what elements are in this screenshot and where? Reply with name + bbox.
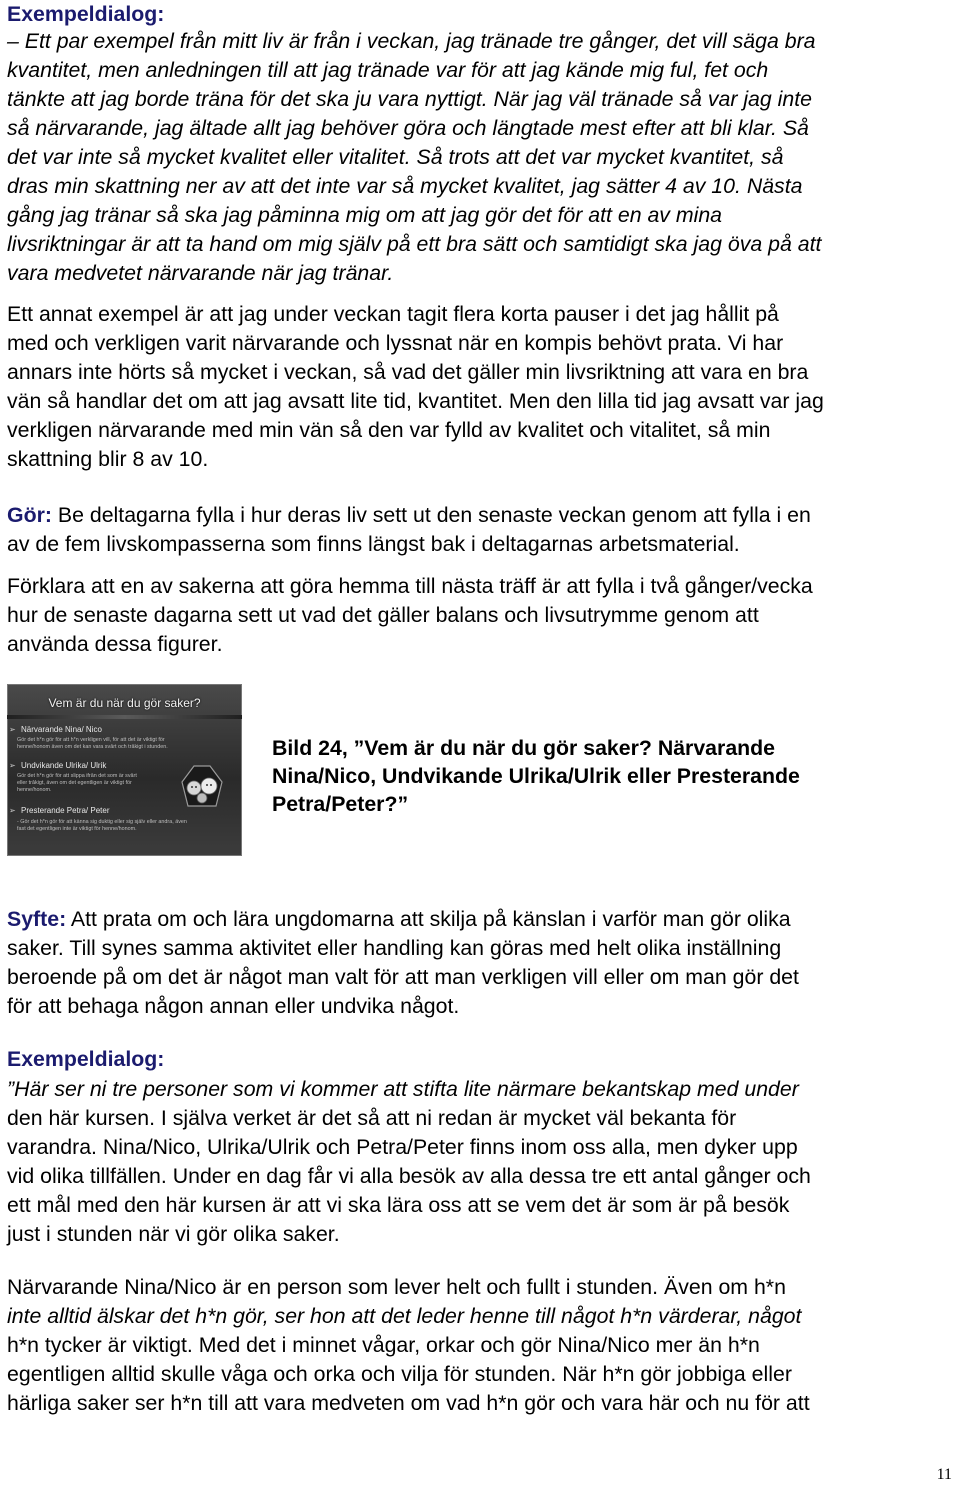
slide-divider <box>7 715 242 719</box>
text-line: egentligen alltid skulle våga och orka och vilja för stunden. När h*n gör jobbiga eller <box>7 1362 792 1386</box>
arrow-bullet-icon: ➢ <box>9 725 16 734</box>
text-line: – Ett par exempel från mitt liv är från i veckan, jag tränade tre gånger, det vill säga bra <box>7 29 816 53</box>
text-line <box>7 906 791 932</box>
text-line: livsriktningar är att ta hand om mig själv på ett bra sätt och samtidigt ska jag öva på att <box>7 232 822 256</box>
faces-emblem-icon <box>176 762 228 812</box>
slide-item-label: Närvarande Nina/ Nico <box>21 725 102 734</box>
caption-line: Petra/Peter?” <box>272 792 409 816</box>
slide-item-label: Undvikande Ulrika/ Ulrik <box>21 761 107 770</box>
text-line: vara medvetet närvarande när jag tränar. <box>7 261 394 285</box>
text-line: det var inte så mycket kvalitet eller vitalitet. Så trots att det var mycket kvantitet, så <box>7 145 784 169</box>
slide-item-desc: henne/honom även om det kan vara svårt och tråkigt i stunden. <box>17 744 168 750</box>
page-number: 11 <box>936 1466 952 1483</box>
text-line: vid olika tillfällen. Under en dag får vi alla besök av alla dessa tre ett antal gånger och <box>7 1164 811 1188</box>
text-line: den här kursen. I själva verket är det så att ni redan är mycket väl bekanta för <box>7 1106 737 1130</box>
gor-text: Be deltagarna fylla i hur deras liv sett ut den senaste veckan genom att fylla i en <box>51 503 811 527</box>
section-heading: Exempeldialog: <box>7 2 165 26</box>
slide-item-desc: eller tråkigt, även om det egentligen är viktigt för <box>17 780 132 786</box>
text-line: hur de senaste dagarna sett ut vad det gäller balans och livsutrymme genom att <box>7 603 759 627</box>
slide-caption <box>272 734 912 818</box>
syfte-label: Syfte: <box>7 907 67 931</box>
arrow-bullet-icon: ➢ <box>9 761 16 770</box>
text-line: så närvarande, jag ältade allt jag behöver göra och längtade mest efter att bli klar. Så <box>7 116 809 140</box>
slide-item-label: Presterande Petra/ Peter <box>21 806 110 815</box>
text-line: annars inte hörts så mycket i veckan, så vad det gäller min livsriktning att vara en bra <box>7 360 809 384</box>
slide-item-desc: henne/honom. <box>17 787 52 793</box>
text-line: h*n tycker är viktigt. Med det i minnet vågar, orkar och gör Nina/Nico mer än h*n <box>7 1333 760 1357</box>
text-line: kvantitet, men anledningen till att jag tränade var för att jag kände mig ful, fet och <box>7 58 769 82</box>
text-line: saker. Till synes samma aktivitet eller handling kan göras med helt olika inställning <box>7 936 782 960</box>
caption-line: Bild 24, ”Vem är du när du gör saker? Närvarande <box>272 736 776 760</box>
text-line: använda dessa figurer. <box>7 632 223 656</box>
text-line: ”Här ser ni tre personer som vi kommer att stifta lite närmare bekantskap med under <box>7 1077 799 1101</box>
text-line: verkligen närvarande med min vän så den var fylld av kvalitet och vitalitet, så min <box>7 418 771 442</box>
text-line: just i stunden när vi gör olika saker. <box>7 1222 340 1246</box>
text-line: tänkte att jag borde träna för det ska ju vara nyttigt. När jag väl tränade så var jag inte <box>7 87 812 111</box>
gor-label: Gör: <box>7 503 52 527</box>
text-line: Förklara att en av sakerna att göra hemma till nästa träff är att fylla i två gånger/vecka <box>7 574 813 598</box>
text-line: beroende på om det är något man valt för att man verkligen vill eller om man gör det <box>7 965 799 989</box>
text-line: gång jag tränar så ska jag påminna mig om att jag gör det för att en av mina <box>7 203 723 227</box>
caption-line: Nina/Nico, Undvikande Ulrika/Ulrik eller Presterande <box>272 764 800 788</box>
text-line <box>7 502 811 528</box>
text-line: med och verkligen varit närvarande och lyssnat när en kompis behövt prata. Vi har <box>7 331 784 355</box>
text-line: Ett annat exempel är att jag under veckan tagit flera korta pauser i det jag hållit på <box>7 302 779 326</box>
text-line: ett mål med den här kursen är att vi ska lära oss att se vem det är som är på besök <box>7 1193 790 1217</box>
text-line: inte alltid älskar det h*n gör, ser hon att det leder henne till något h*n värderar, något <box>7 1304 802 1328</box>
section-heading: Exempeldialog: <box>7 1047 165 1071</box>
text-line: varandra. Nina/Nico, Ulrika/Ulrik och Petra/Peter finns inom oss alla, men dyker upp <box>7 1135 798 1159</box>
slide-item-desc: Gör det h*n gör för att h*n verkligen vill, för att det är viktigt för <box>17 737 165 743</box>
text-line: för att behaga någon annan eller undvika något. <box>7 994 460 1018</box>
text-line: av de fem livskompasserna som finns längst bak i deltagarnas arbetsmaterial. <box>7 532 740 556</box>
slide-item-desc: fast det egentligen inte är viktigt för henne/honom. <box>17 826 137 832</box>
syfte-text: Att prata om och lära ungdomarna att skilja på känslan i varför man gör olika <box>66 907 791 931</box>
slide-item-desc: - Gör det h*n gör för att känna sig duktig eller sig själv eller andra, även <box>17 819 187 825</box>
arrow-bullet-icon: ➢ <box>9 806 16 815</box>
text-line: vän så handlar det om att jag avsatt lite tid, kvantitet. Men den lilla tid jag avsatt var jag <box>7 389 824 413</box>
slide-title: Vem är du när du gör saker? <box>48 696 201 710</box>
text-line: skattning blir 8 av 10. <box>7 447 209 471</box>
text-line: Närvarande Nina/Nico är en person som lever helt och fullt i stunden. Även om h*n <box>7 1275 786 1299</box>
text-line: härliga saker ser h*n till att vara medveten om vad h*n gör och vara här och nu för att <box>7 1391 810 1415</box>
slide-item-desc: Gör det h*n gör för att slippa ifrån det som är svårt <box>17 773 137 779</box>
text-line: dras min skattning ner av att det inte var så mycket kvalitet, jag sätter 4 av 10. Nästa <box>7 174 803 198</box>
